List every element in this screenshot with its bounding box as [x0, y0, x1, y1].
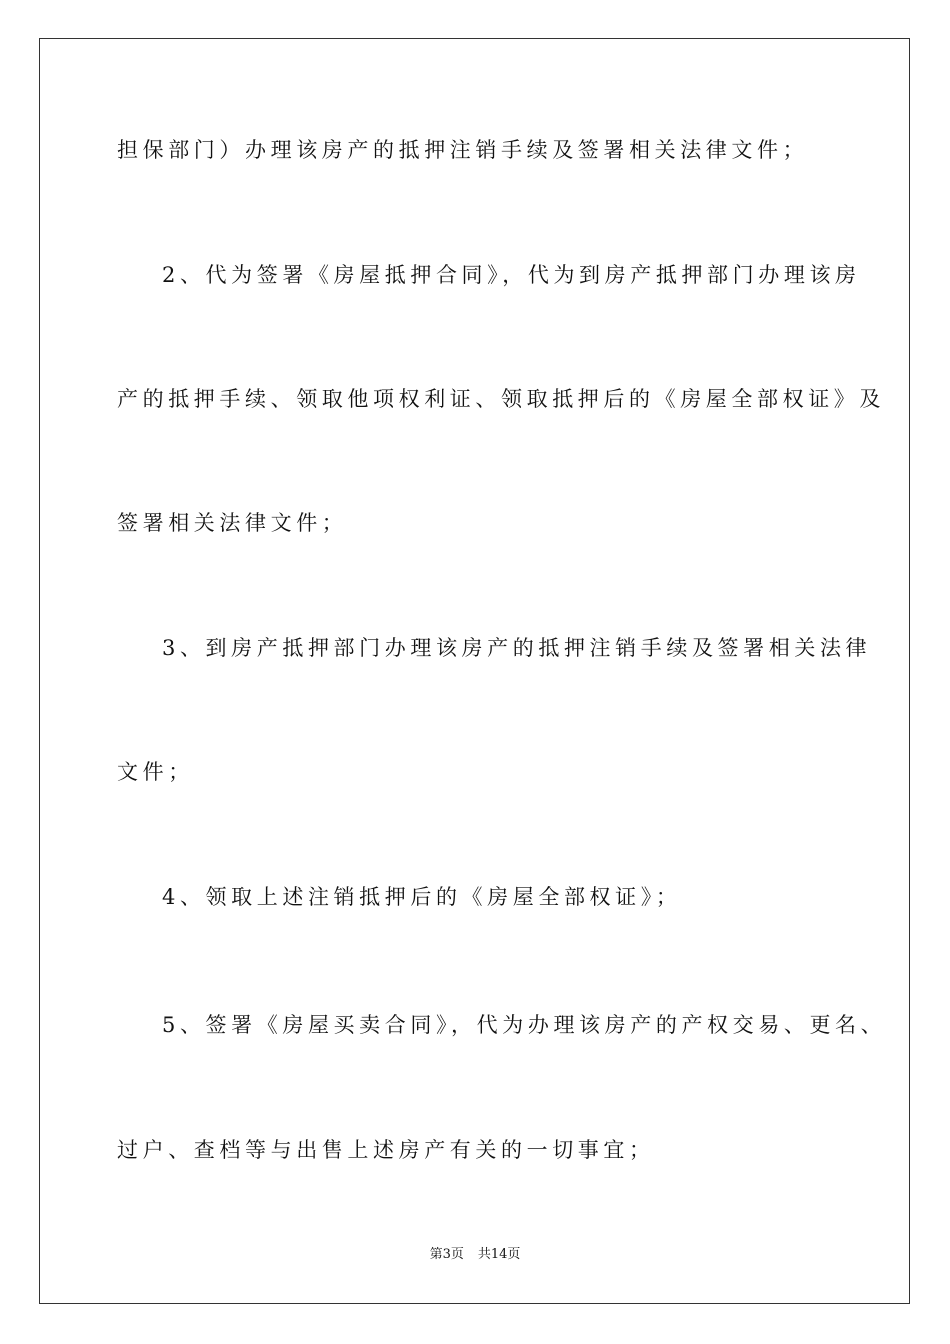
text-line-9: 过户、查档等与出售上述房产有关的一切事宜；: [117, 1138, 655, 1162]
page-total: 共14页: [477, 1247, 521, 1262]
page-number: 第3页: [429, 1247, 464, 1262]
text-line-8: 5、签署《房屋买卖合同》，代为办理该房产的产权交易、更名、: [162, 1013, 887, 1037]
text-line-4: 签署相关法律文件；: [117, 511, 348, 535]
page-footer: [0, 1246, 950, 1264]
text-line-5: 3、到房产抵押部门办理该房产的抵押注销手续及签署相关法律: [162, 636, 872, 660]
page-border: [39, 38, 910, 1304]
text-line-2: 2、代为签署《房屋抵押合同》，代为到房产抵押部门办理该房: [162, 263, 861, 287]
text-line-3: 产的抵押手续、领取他项权利证、领取抵押后的《房屋全部权证》及: [117, 387, 885, 411]
text-line-1: 担保部门）办理该房产的抵押注销手续及签署相关法律文件；: [117, 138, 809, 162]
text-line-7: 4、领取上述注销抵押后的《房屋全部权证》；: [162, 885, 682, 909]
text-line-6: 文件；: [117, 760, 194, 784]
